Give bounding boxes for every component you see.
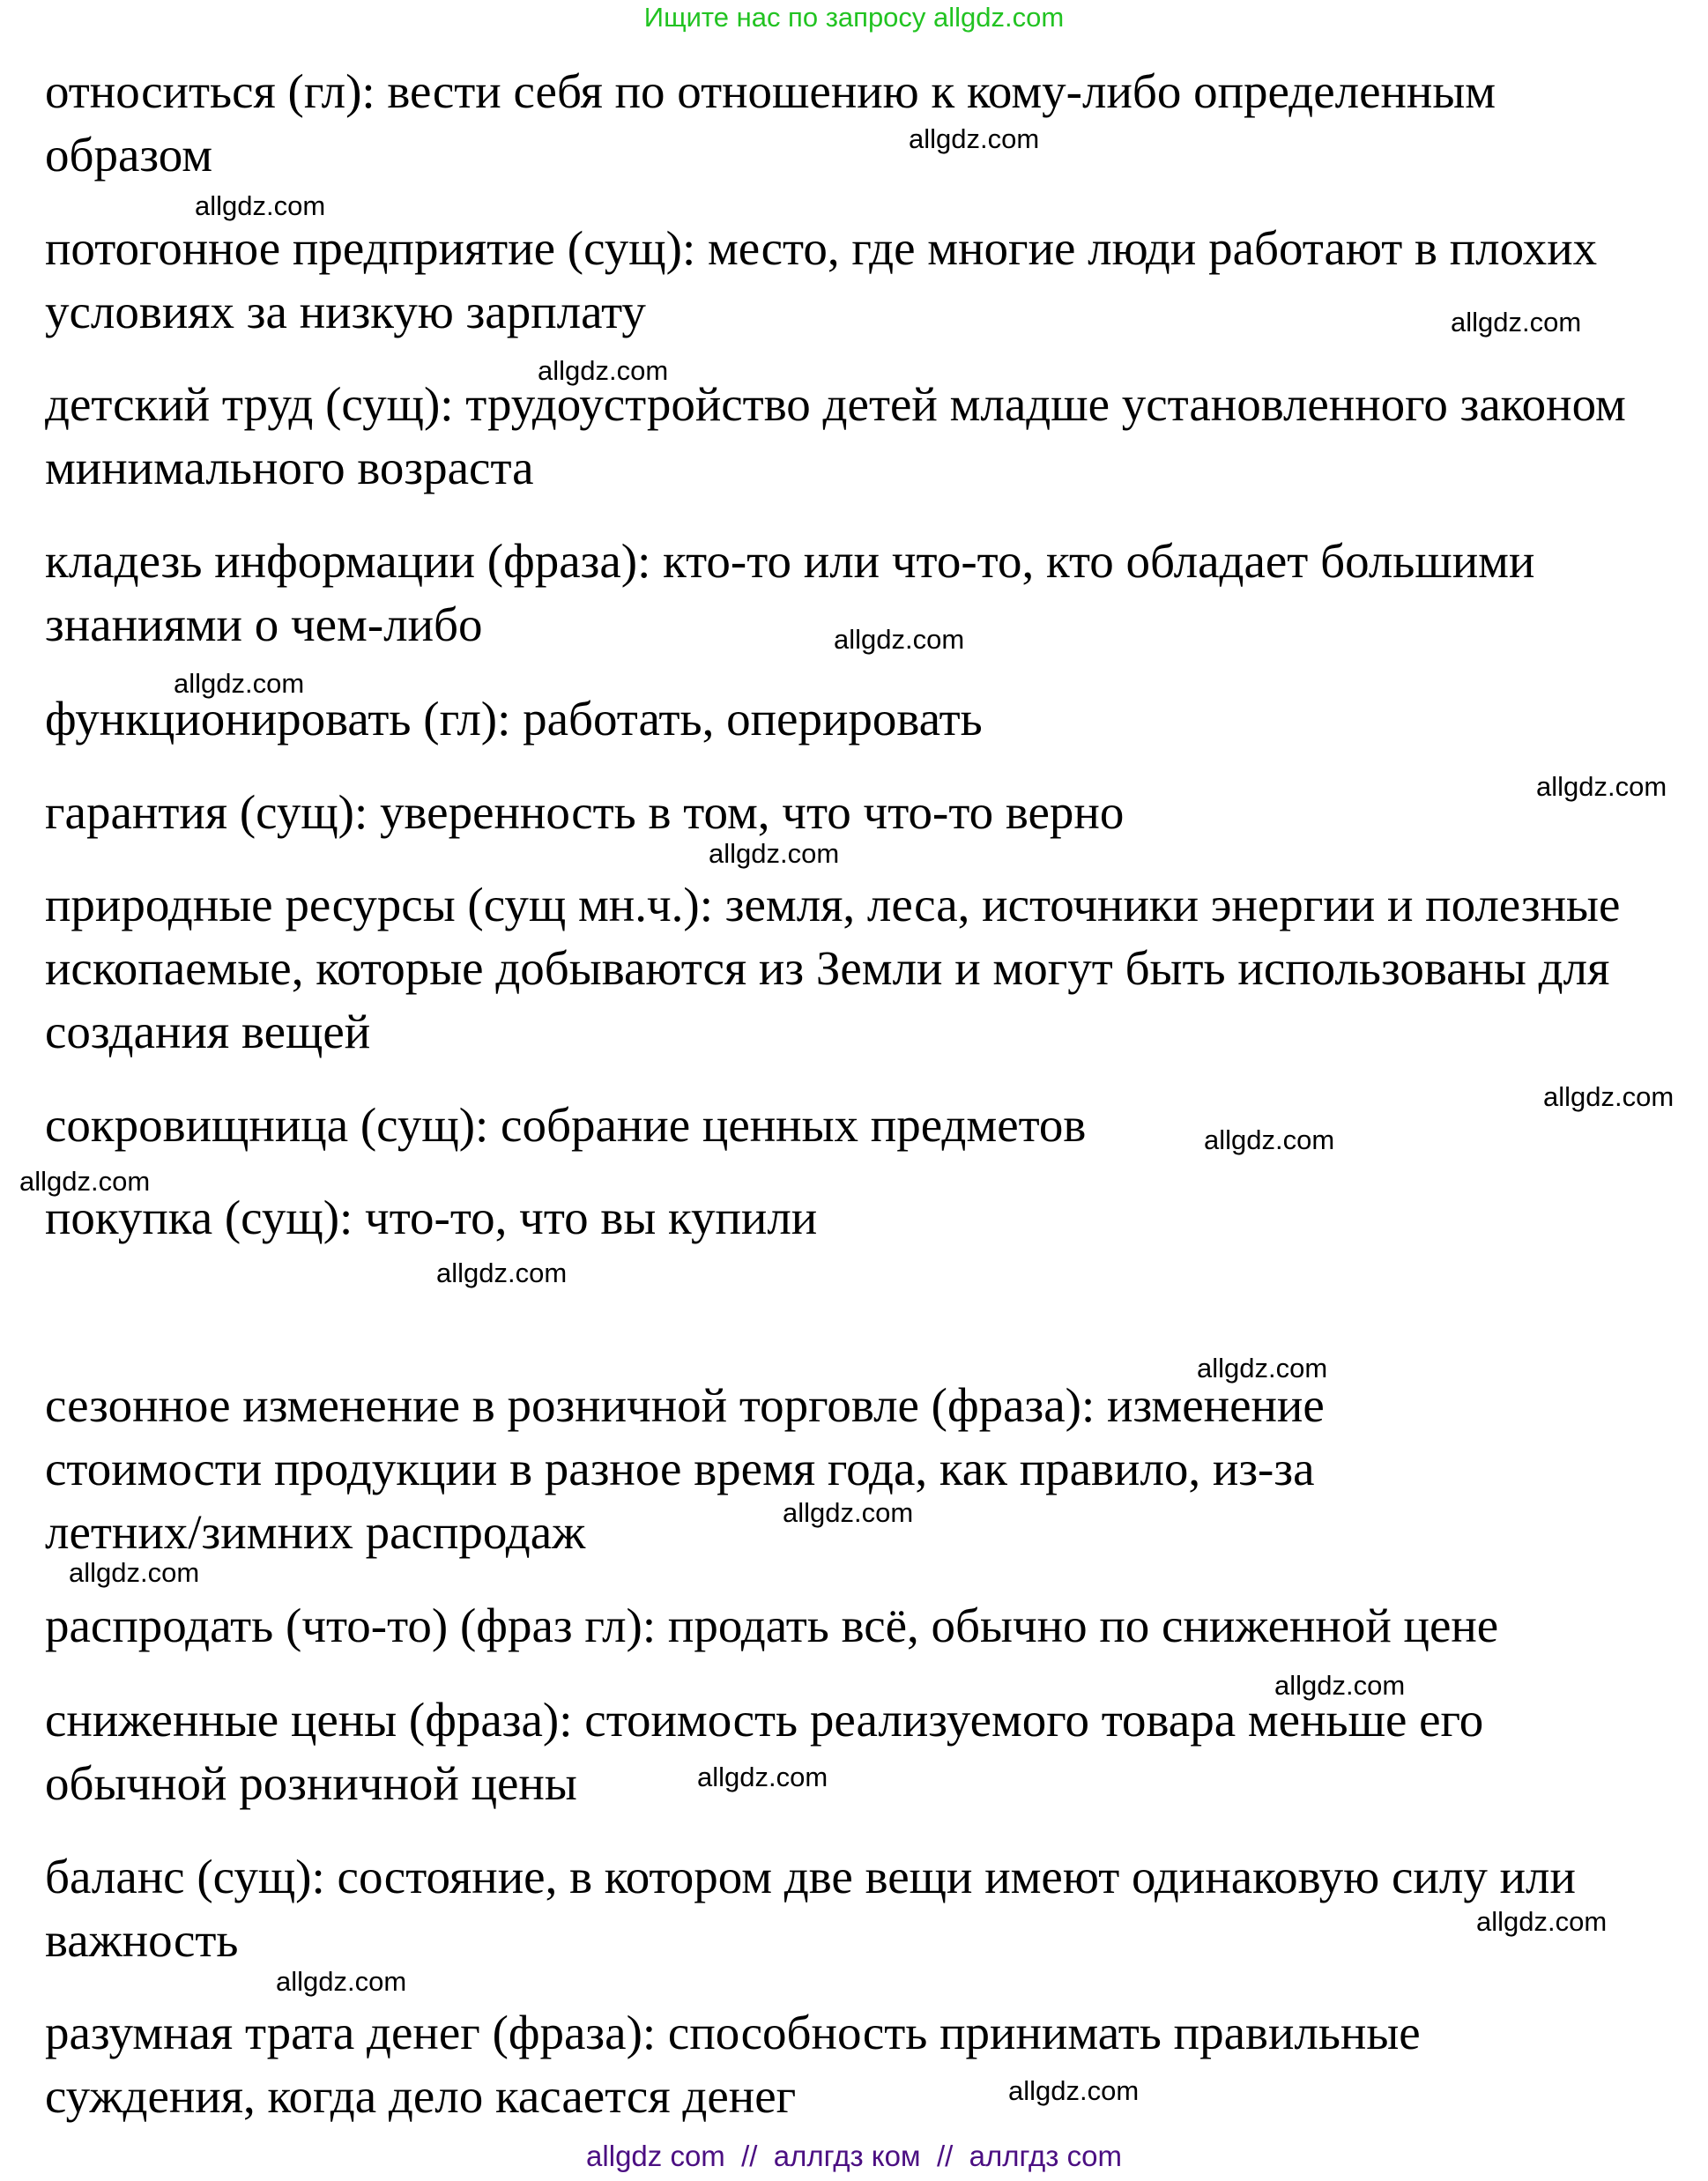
- glossary-entry: функционировать (гл): работать, оперировать: [45, 692, 983, 746]
- footer-banner: allgdz com // аллгдз ком // аллгдз com: [586, 2140, 1122, 2172]
- watermark: allgdz.com: [174, 668, 305, 699]
- glossary-entry: кладезь информации (фраза): кто-то или что-то, кто обладает большими знаниями о чем-либо: [45, 534, 1535, 651]
- watermark: allgdz.com: [19, 1166, 151, 1197]
- watermark: allgdz.com: [1197, 1353, 1328, 1384]
- watermark: allgdz.com: [1274, 1670, 1406, 1701]
- watermark: allgdz.com: [1204, 1124, 1335, 1155]
- glossary-entry: сокровищница (сущ): собрание ценных предметов: [45, 1098, 1087, 1152]
- glossary-entry: сезонное изменение в розничной торговле (фраза): изменение стоимости продукции в разное время года, как правило, из-за летних/зимних распродаж: [45, 1378, 1325, 1559]
- watermark: allgdz.com: [709, 838, 840, 869]
- watermark: allgdz.com: [1543, 1081, 1675, 1112]
- watermark: allgdz.com: [538, 355, 669, 386]
- watermark: allgdz.com: [1476, 1906, 1608, 1937]
- watermark: allgdz.com: [1451, 307, 1582, 338]
- watermark: allgdz.com: [1008, 2075, 1140, 2106]
- glossary-entry: сниженные цены (фраза): стоимость реализуемого товара меньше его обычной розничной цены: [45, 1693, 1484, 1810]
- glossary-entry: распродать (что-то) (фраз гл): продать всё, обычно по сниженной цене: [45, 1599, 1499, 1652]
- watermark: allgdz.com: [436, 1257, 568, 1288]
- glossary-entry: гарантия (сущ): уверенность в том, что что-то верно: [45, 785, 1125, 839]
- watermark: allgdz.com: [1536, 771, 1667, 802]
- glossary-entry: детский труд (сущ): трудоустройство детей младше установленного законом минимального возраста: [45, 377, 1626, 494]
- glossary-entry: покупка (сущ): что-то, что вы купили: [45, 1191, 818, 1244]
- watermark: allgdz.com: [834, 624, 965, 655]
- watermark: allgdz.com: [909, 123, 1040, 154]
- glossary-entry: природные ресурсы (сущ мн.ч.): земля, леса, источники энергии и полезные ископаемые, которые добываются из Земли и могут быть использованы для создания вещей: [45, 878, 1621, 1058]
- watermark: allgdz.com: [195, 190, 326, 221]
- glossary-entry: баланс (сущ): состояние, в котором две вещи имеют одинаковую силу или важность: [45, 1850, 1576, 1967]
- watermark: allgdz.com: [276, 1966, 407, 1997]
- header-banner: Ищите нас по запросу allgdz.com: [643, 2, 1065, 33]
- glossary-entry: относиться (гл): вести себя по отношению к кому-либо определенным образом: [45, 64, 1496, 182]
- watermark: allgdz.com: [783, 1497, 914, 1528]
- glossary-entry: потогонное предприятие (сущ): место, где многие люди работают в плохих условиях за низкую зарплату: [45, 221, 1598, 338]
- watermark: allgdz.com: [69, 1557, 200, 1588]
- glossary-entry: разумная трата денег (фраза): способность принимать правильные суждения, когда дело касается денег: [45, 2006, 1421, 2123]
- watermark: allgdz.com: [697, 1762, 828, 1792]
